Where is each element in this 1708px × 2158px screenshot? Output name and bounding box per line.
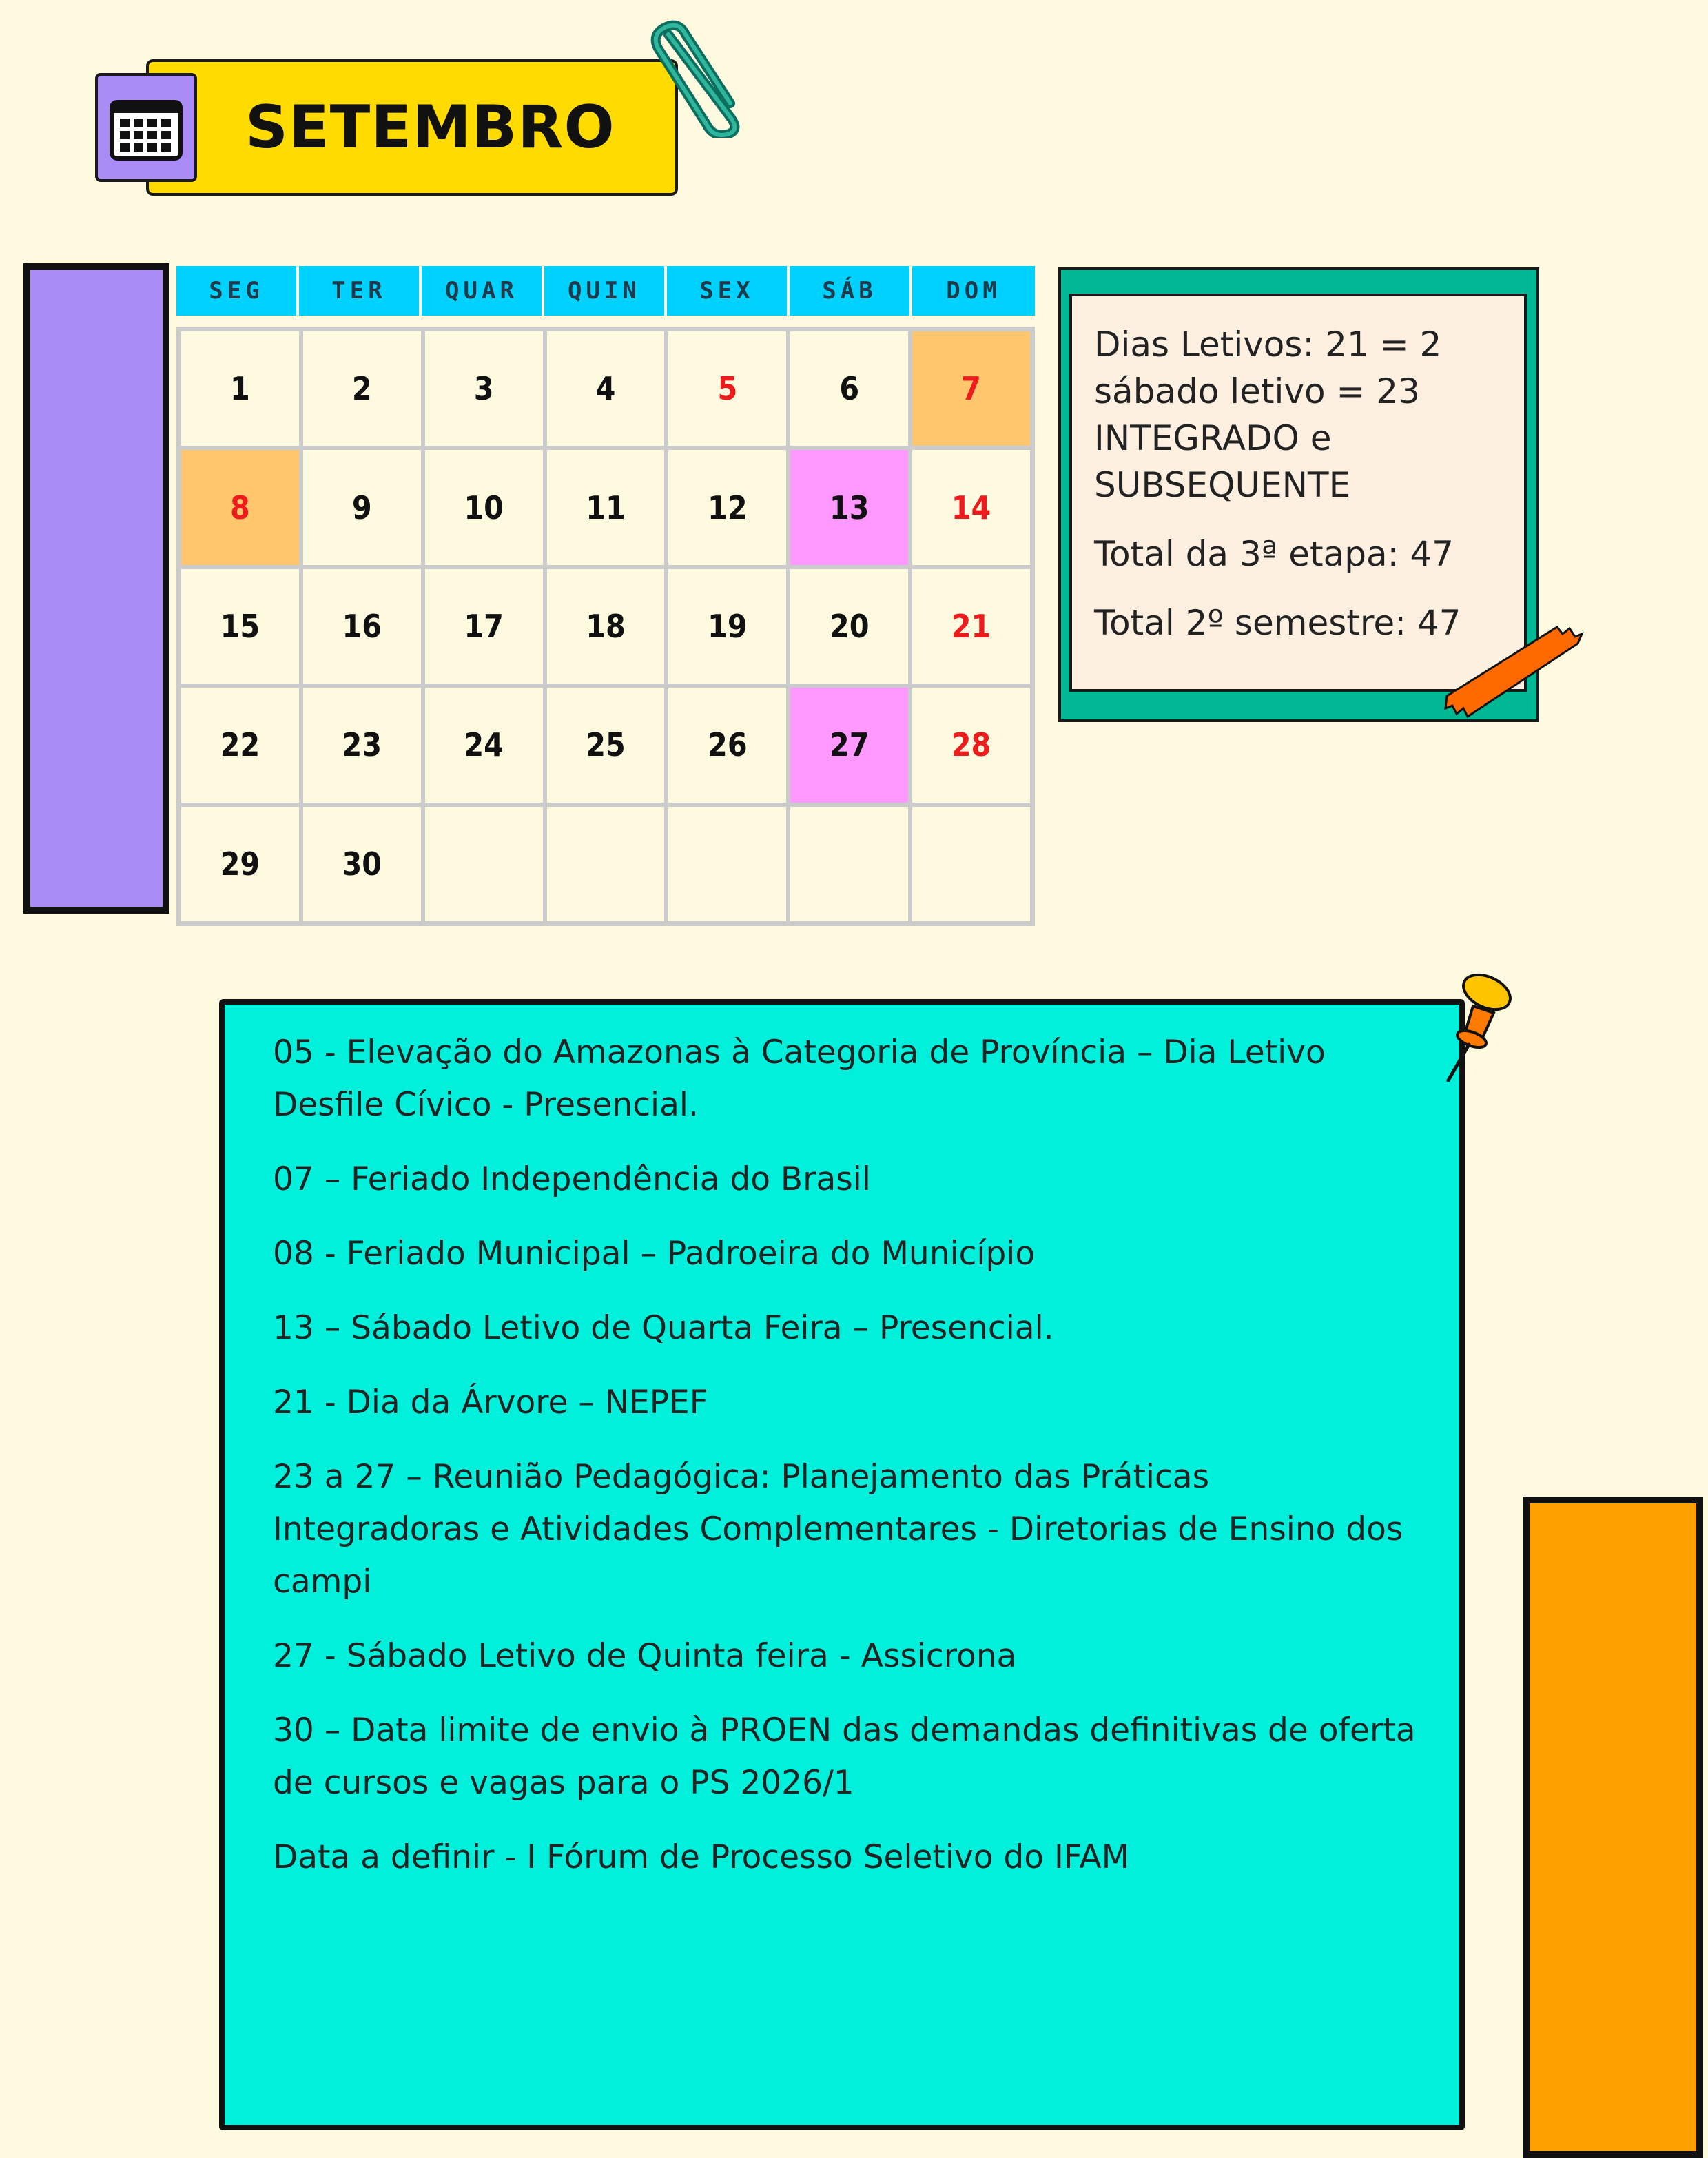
day-cell-empty [788, 805, 910, 923]
day-cell-empty [666, 805, 788, 923]
day-cell: 18 [545, 567, 667, 686]
weekday-label: QUIN [544, 266, 667, 316]
day-cell: 1 [179, 329, 301, 448]
day-cell: 20 [788, 567, 910, 686]
day-cell: 4 [545, 329, 667, 448]
decorative-orange-bar [1523, 1497, 1703, 2158]
day-cell: 21 [910, 567, 1032, 686]
school-days-text: Dias Letivos: 21 = 2 sábado letivo = 23 INTEGRADO e SUBSEQUENTE [1094, 325, 1442, 505]
event-item: 13 – Sábado Letivo de Quarta Feira – Presencial. [273, 1309, 1054, 1347]
day-cell: 16 [301, 567, 423, 686]
day-cell: 13 [788, 448, 910, 566]
day-cell: 28 [910, 686, 1032, 804]
day-cell: 11 [545, 448, 667, 566]
day-cell: 24 [423, 686, 545, 804]
weekday-label: SEX [667, 266, 790, 316]
day-cell: 3 [423, 329, 545, 448]
day-cell: 10 [423, 448, 545, 566]
day-cell: 8 [179, 448, 301, 566]
calendar-icon-box [95, 73, 197, 182]
day-cell: 6 [788, 329, 910, 448]
weekday-label: SEG [176, 266, 299, 316]
month-title: SETEMBRO [245, 93, 615, 162]
day-cell: 2 [301, 329, 423, 448]
event-item: 30 – Data limite de envio à PROEN das demandas definitivas de oferta de cursos e vagas para o PS 2026/1 [273, 1712, 1416, 1802]
month-calendar [176, 266, 1035, 927]
weekday-label: SÁB [790, 266, 912, 316]
day-cell: 9 [301, 448, 423, 566]
day-cell: 29 [179, 805, 301, 923]
event-item: 21 - Dia da Árvore – NEPEF [273, 1384, 708, 1421]
day-cell: 17 [423, 567, 545, 686]
day-cell-empty [910, 805, 1032, 923]
event-item: 23 a 27 – Reunião Pedagógica: Planejamento das Práticas Integradoras e Atividades Complementares - Diretorias de Ensino dos campi [273, 1458, 1403, 1601]
event-item: 05 - Elevação do Amazonas à Categoria de Província – Dia Letivo Desfile Cívico - Presencial. [273, 1034, 1326, 1124]
event-item: 27 - Sábado Letivo de Quinta feira - Assicrona [273, 1637, 1017, 1675]
day-cell-empty [423, 805, 545, 923]
day-cell: 5 [666, 329, 788, 448]
pushpin-icon [1433, 965, 1516, 1082]
day-cell: 26 [666, 686, 788, 804]
day-cell-empty [545, 805, 667, 923]
calendar-grid [176, 327, 1035, 926]
day-cell: 14 [910, 448, 1032, 566]
day-cell: 7 [910, 329, 1032, 448]
weekday-label: TER [299, 266, 422, 316]
stage-total-text: Total da 3ª etapa: 47 [1094, 534, 1454, 574]
day-cell: 30 [301, 805, 423, 923]
paperclip-icon [641, 7, 758, 138]
semester-total-text: Total 2º semestre: 47 [1094, 603, 1461, 643]
events-note [219, 999, 1465, 2130]
day-cell: 19 [666, 567, 788, 686]
day-cell: 25 [545, 686, 667, 804]
weekday-label: DOM [912, 266, 1035, 316]
decorative-purple-bar [23, 263, 169, 914]
event-item: Data a definir - I Fórum de Processo Seletivo do IFAM [273, 1838, 1130, 1876]
weekday-label: QUAR [422, 266, 544, 316]
calendar-icon [98, 76, 194, 179]
event-item: 07 – Feriado Independência do Brasil [273, 1160, 871, 1198]
day-cell: 23 [301, 686, 423, 804]
weekday-header-row [176, 266, 1035, 316]
day-cell: 22 [179, 686, 301, 804]
event-item: 08 - Feriado Municipal – Padroeira do Município [273, 1235, 1036, 1273]
day-cell: 27 [788, 686, 910, 804]
tape-icon [1440, 613, 1585, 723]
day-cell: 15 [179, 567, 301, 686]
day-cell: 12 [666, 448, 788, 566]
